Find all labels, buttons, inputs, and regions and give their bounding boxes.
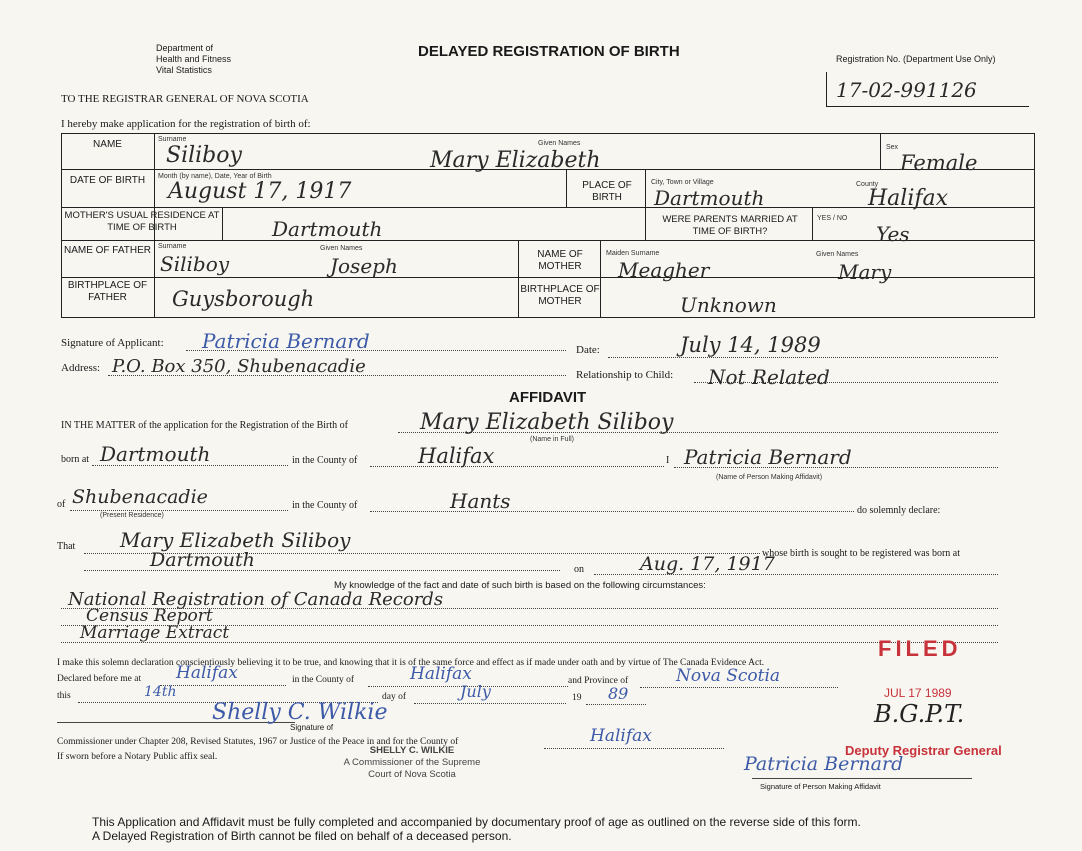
day-number: 14th <box>144 684 177 700</box>
parents-married: Yes <box>876 222 910 246</box>
born-county: Halifax <box>418 444 495 468</box>
commissioner-stamp <box>322 745 502 781</box>
affidavit-title: AFFIDAVIT <box>509 389 587 406</box>
affiant-residence: Shubenacadie <box>72 486 208 508</box>
county-label: County <box>856 181 879 188</box>
that-label: That <box>57 541 76 552</box>
declared-year: 89 <box>608 684 629 703</box>
father-given-names: Joseph <box>330 254 398 278</box>
declared-month: July <box>460 682 491 701</box>
relationship-label: Relationship to Child: <box>576 369 674 381</box>
year-prefix: 19 <box>572 693 582 703</box>
form-title: DELAYED REGISTRATION OF BIRTH <box>418 43 680 60</box>
married-label: WERE PARENTS MARRIED AT TIME OF BIRTH? <box>662 214 798 237</box>
i-label: I <box>666 455 670 466</box>
footer-line-1: This Application and Affidavit must be fully completed and accompanied by documentary proof of age as outlined on the reverse side of this form. <box>92 815 861 829</box>
father-birthplace: Guysborough <box>172 287 315 311</box>
mother-residence-label: MOTHER'S USUAL RESIDENCE AT TIME OF BIRTH <box>64 210 220 233</box>
applicant-signature: Patricia Bernard <box>202 329 370 353</box>
relationship-value: Not Related <box>708 365 830 389</box>
name-in-full-label: (Name in Full) <box>530 436 574 443</box>
in-the-matter-text: IN THE MATTER of the application for the Registration of the Birth of <box>61 420 348 431</box>
whose-birth-text: whose birth is sought to be registered was born at <box>762 548 961 559</box>
filed-stamp: FILED <box>878 636 962 661</box>
declared-county: Halifax <box>410 664 472 684</box>
mother-name-label: NAME OF MOTHER <box>537 249 583 272</box>
dept-line-3: Vital Statistics <box>156 65 212 75</box>
circumstance-1: National Registration of Canada Records <box>68 589 444 610</box>
born-at-place-2: Dartmouth <box>150 549 255 571</box>
dept-line-1: Department of <box>156 43 214 53</box>
registration-number-value: 17-02-991126 <box>836 78 977 102</box>
stamp-line-2: A Commissioner of the Supreme <box>343 757 481 768</box>
stamp-line-3: Court of Nova Scotia <box>368 769 456 780</box>
father-surname-label: Surname <box>158 243 187 250</box>
solemn-declaration-text: I make this solemn declaration conscientiously believing it to be true, and knowing that it is of the same force and effect as if made under oath and by virtue of The Canada Evidence Act. <box>57 658 765 668</box>
surname-label: Surname <box>158 136 187 143</box>
to-registrar-line: TO THE REGISTRAR GENERAL OF NOVA SCOTIA <box>61 93 309 105</box>
circumstance-3: Marriage Extract <box>80 623 230 643</box>
date-label: Date: <box>576 344 600 356</box>
declared-before-label: Declared before me at <box>57 674 142 684</box>
applicant-signature-label: Signature of Applicant: <box>61 337 164 349</box>
application-date: July 14, 1989 <box>680 333 821 357</box>
filed-date: JUL 17 1989 <box>884 686 952 700</box>
mother-given-label: Given Names <box>816 251 859 258</box>
mother-maiden-surname: Meagher <box>618 258 710 282</box>
department-block <box>156 43 231 76</box>
on-date: Aug. 17, 1917 <box>640 553 775 575</box>
mother-given-names: Mary <box>838 260 892 284</box>
dob-sub-label: Month (by name), Date, Year of Birth <box>158 173 272 180</box>
county-of-label: in the County of <box>292 455 358 466</box>
address-label: Address: <box>61 362 101 374</box>
county-of-label-2: in the County of <box>292 500 358 511</box>
commissioner-line: Commissioner under Chapter 208, Revised Statutes, 1967 or Justice of the Peace in and for the County of <box>57 737 459 747</box>
mother-birthplace-label: BIRTHPLACE OF MOTHER <box>520 284 600 307</box>
county-of-label-3: in the County of <box>292 675 355 685</box>
commissioner-county: Halifax <box>590 726 652 746</box>
solemnly-declare-text: do solemnly declare: <box>857 505 941 516</box>
applicant-address: P.O. Box 350, Shubenacadie <box>112 356 366 377</box>
signature-of-label: Signature of <box>290 723 334 732</box>
sex-label: Sex <box>886 144 899 151</box>
date-of-birth: August 17, 1917 <box>168 179 352 204</box>
birth-county: Halifax <box>868 186 949 211</box>
child-sex: Female <box>900 151 978 175</box>
circumstance-2: Census Report <box>86 606 213 626</box>
child-surname: Siliboy <box>166 143 242 168</box>
knowledge-text: My knowledge of the fact and date of such birth is based on the following circumstances: <box>334 580 706 591</box>
born-at-place: Dartmouth <box>100 442 211 466</box>
of-label: of <box>57 499 66 510</box>
place-of-birth-label: PLACE OF BIRTH <box>582 180 632 203</box>
maiden-surname-label: Maiden Surname <box>606 250 660 257</box>
mother-residence: Dartmouth <box>272 217 383 241</box>
child-given-names: Mary Elizabeth <box>430 148 601 173</box>
deputy-registrar-title: Deputy Registrar General <box>845 743 1002 758</box>
dept-line-2: Health and Fitness <box>156 54 232 64</box>
commissioner-signature: Shelly C. Wilkie <box>212 700 388 725</box>
yes-no-label: YES / NO <box>817 215 848 222</box>
notary-line: If sworn before a Notary Public affix seal. <box>57 752 218 762</box>
affiant-name: Patricia Bernard <box>684 445 852 469</box>
dob-label: DATE OF BIRTH <box>69 175 146 186</box>
city-label: City, Town or Village <box>651 179 714 186</box>
mother-birthplace: Unknown <box>680 293 777 317</box>
name-label: NAME <box>93 139 122 150</box>
affiant-signature: Patricia Bernard <box>744 753 904 775</box>
declared-place: Halifax <box>176 663 238 683</box>
registration-number-label: Registration No. (Department Use Only) <box>836 54 996 64</box>
born-at-label: born at <box>61 454 90 465</box>
birth-city: Dartmouth <box>654 186 765 210</box>
footer-line-2: A Delayed Registration of Birth cannot be filed on behalf of a deceased person. <box>92 829 512 843</box>
residence-county: Hants <box>450 489 511 513</box>
application-line: I hereby make application for the registration of birth of: <box>61 118 311 130</box>
declared-province: Nova Scotia <box>676 666 781 686</box>
father-name-label: NAME OF FATHER <box>63 245 152 256</box>
affiant-signature-label: Signature of Person Making Affidavit <box>760 782 881 791</box>
this-label: this <box>57 691 71 701</box>
father-given-label: Given Names <box>320 245 363 252</box>
registrar-initials: B.G.P.T. <box>874 700 965 728</box>
father-birthplace-label: BIRTHPLACE OF FATHER <box>67 280 148 303</box>
residence-sub: (Present Residence) <box>100 512 164 519</box>
affiant-name-sub: (Name of Person Making Affidavit) <box>716 474 823 481</box>
father-surname: Siliboy <box>160 252 230 276</box>
day-of-label: day of <box>382 692 407 702</box>
province-of-label: and Province of <box>568 676 629 686</box>
that-name: Mary Elizabeth Siliboy <box>120 528 351 552</box>
on-label: on <box>574 564 584 575</box>
given-names-label: Given Names <box>538 140 581 147</box>
affidavit-child-name: Mary Elizabeth Siliboy <box>420 410 674 435</box>
stamp-line-1: SHELLY C. WILKIE <box>369 745 455 756</box>
